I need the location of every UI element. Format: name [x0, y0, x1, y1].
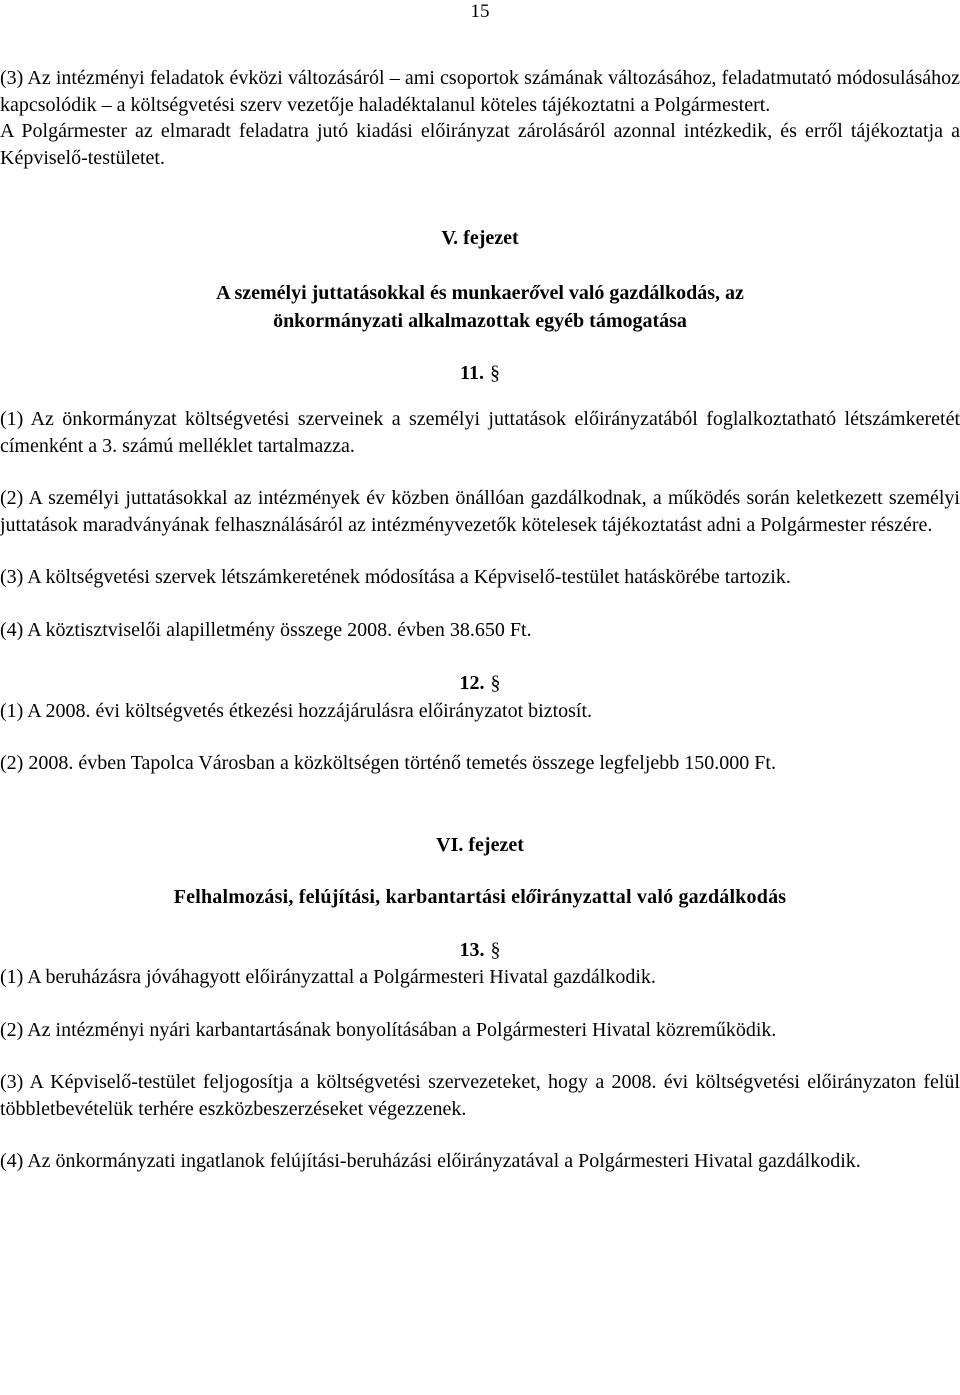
chapter-6-subtitle-italic: ő: [526, 886, 537, 908]
section-13-paragraph-4: (4) Az önkormányzati ingatlanok felújítási-beruházási előirányzatával a Polgármesteri Hivatal gazdálkodik.: [0, 1150, 861, 1172]
section-number: 13.: [459, 938, 485, 961]
section-11-paragraph-1: (1) Az önkormányzat költségvetési szerveinek a személyi juttatások előirányzatából foglalkoztatható létszámkeretét címenként a 3. számú melléklet tartalmazza.: [0, 408, 960, 457]
paragraph-intro-3b: A Polgármester az elmaradt feladatra jutó kiadási előirányzat zárolásáról azonnal intézkedik, és erről tájékoztatja a Képviselő-testületet.: [0, 120, 960, 169]
chapter-5-subtitle-part-b: vel való gazdálkodás, az önkormányzati alkalmazottak egyéb támogatása: [273, 281, 744, 332]
section-number: 12.: [459, 672, 485, 694]
section-12-heading: [0, 670, 960, 697]
section-11-paragraph-4: (4) A köztisztviselői alapilletmény összege 2008. évben 38.650 Ft.: [0, 618, 532, 641]
section-sign-icon: §: [489, 361, 500, 384]
section-sign-icon: §: [490, 938, 501, 961]
chapter-6-subtitle: [0, 884, 960, 911]
page-content: [0, 65, 960, 1175]
section-number: 11.: [460, 361, 484, 384]
page-number: 15: [470, 1, 490, 22]
section-13-paragraph-3: (3) A Képviselő-testület feljogosítja a költségvetési szervezeteket, hogy a 2008. évi költségvetési előirányzaton felül többletbevételük terhére eszközbeszerzéseket végezzenek.: [0, 1071, 960, 1120]
paragraph-intro-3: (3) Az intézményi feladatok évközi változásáról – ami csoportok számának változásához, feladatmutató módosulásához kapcsolódik – a költségvetési szerv vezetője haladéktalanul köteles tájékoztatni a Polgármestert.: [0, 67, 960, 116]
section-12-paragraph-2: (2) 2008. évben Tapolca Városban a közköltségen történő temetés összege legfeljebb 150.000 Ft.: [0, 752, 776, 774]
chapter-6-subtitle-part-a: Felhalmozási, felújítási, karbantartási el: [173, 886, 526, 908]
section-11-paragraph-3: (3) A költségvetési szervek létszámkeretének módosítása a Képviselő-testület hatáskörébe tartozik.: [0, 566, 791, 588]
chapter-5-subtitle-part-a: A személyi juttatásokkal és munkaer: [216, 281, 530, 304]
section-11-paragraph-2: (2) A személyi juttatásokkal az intézmények év közben önállóan gazdálkodnak, a működés során keletkezett személyi juttatások maradványának felhasználásáról az intézményvezetők kötelesek tájékoztatást adni a Polgármester részére.: [0, 487, 960, 536]
chapter-6-title: VI. fejezet: [436, 833, 524, 856]
section-12-paragraph-1: (1) A 2008. évi költségvetés étkezési hozzájárulásra előirányzatot biztosít.: [0, 699, 593, 722]
section-13-paragraph-1: (1) A beruházásra jóváhagyott előirányzattal a Polgármesteri Hivatal gazdálkodik.: [0, 966, 656, 988]
section-13-paragraph-2: (2) Az intézményi nyári karbantartásának bonyolításában a Polgármesteri Hivatal közreműködik.: [0, 1018, 777, 1041]
section-sign-icon: §: [490, 672, 501, 694]
chapter-5-subtitle: [0, 279, 960, 335]
chapter-6-subtitle-part-b: irányzattal való gazdálkodás: [536, 886, 787, 908]
chapter-5-title: V. fejezet: [441, 227, 519, 249]
chapter-5-subtitle-italic: ő: [529, 281, 540, 304]
section-13-heading: [0, 937, 960, 964]
section-11-heading: [0, 360, 960, 387]
